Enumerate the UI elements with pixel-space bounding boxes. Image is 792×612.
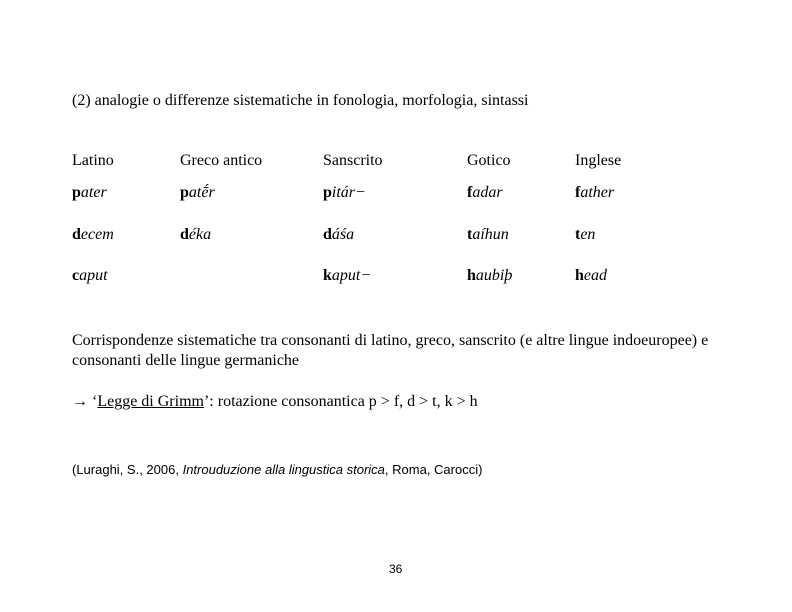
table-cell xyxy=(575,184,614,202)
table-cell xyxy=(323,184,366,202)
page-number: 36 xyxy=(389,562,403,576)
bibliographic-reference xyxy=(72,462,482,477)
table-cell xyxy=(575,267,607,285)
column-header-inglese: Inglese xyxy=(575,152,622,169)
column-header-gotico: Gotico xyxy=(467,152,511,169)
word-rest: ater xyxy=(80,184,107,201)
word-rest: en xyxy=(580,226,596,243)
initial-consonant: d xyxy=(180,226,189,243)
initial-consonant: t xyxy=(575,226,581,243)
word-rest: ead xyxy=(583,267,608,284)
table-cell xyxy=(72,226,114,244)
initial-consonant: c xyxy=(72,267,80,284)
word-rest: adar xyxy=(472,184,503,201)
table-cell xyxy=(467,184,503,202)
initial-consonant: f xyxy=(575,184,581,201)
initial-consonant: d xyxy=(323,226,332,243)
word-rest: atḗr xyxy=(188,184,215,201)
reference-publisher: , Roma, Carocci) xyxy=(384,462,483,477)
column-header-greco: Greco antico xyxy=(180,152,263,169)
table-cell xyxy=(72,184,107,202)
initial-consonant: k xyxy=(323,267,332,284)
initial-consonant: h xyxy=(467,267,476,284)
grimm-law-line xyxy=(72,393,478,411)
table-cell xyxy=(72,267,108,285)
reference-author: (Luraghi, S., 2006, xyxy=(72,462,183,477)
reference-title: Introuduzione alla lingustica storica xyxy=(182,462,385,477)
correspondence-paragraph: Corrispondenze sistematiche tra consonanti di latino, greco, sanscrito (e altre lingue indoeuropee) e consonanti delle lingue germaniche xyxy=(72,332,709,369)
grimm-law-term: Legge di Grimm xyxy=(97,393,204,410)
word-rest: aíhun xyxy=(472,226,509,243)
section-heading: (2) analogie o differenze sistematiche in fonologia, morfologia, sintassi xyxy=(72,92,529,109)
table-cell xyxy=(323,226,354,244)
word-rest: áśa xyxy=(331,226,355,243)
word-rest: éka xyxy=(188,226,212,243)
word-rest: itár− xyxy=(331,184,366,201)
column-header-latino: Latino xyxy=(72,152,114,169)
table-cell xyxy=(467,226,509,244)
initial-consonant: p xyxy=(72,184,81,201)
initial-consonant: h xyxy=(575,267,584,284)
table-cell xyxy=(180,226,211,244)
word-rest: aput− xyxy=(331,267,372,284)
column-header-sanscrito: Sanscrito xyxy=(323,152,383,169)
word-rest: ather xyxy=(580,184,615,201)
table-cell xyxy=(323,267,371,285)
initial-consonant: f xyxy=(467,184,473,201)
initial-consonant: p xyxy=(323,184,332,201)
grimm-law-description: ’: rotazione consonantica p > f, d > t, k > h xyxy=(203,393,478,410)
table-cell xyxy=(575,226,595,244)
initial-consonant: t xyxy=(467,226,473,243)
arrow-prefix: → ‘ xyxy=(72,393,98,410)
table-cell xyxy=(467,267,512,285)
initial-consonant: p xyxy=(180,184,189,201)
word-rest: ecem xyxy=(80,226,114,243)
word-rest: aubiþ xyxy=(475,267,513,284)
table-cell xyxy=(180,184,215,202)
word-rest: aput xyxy=(79,267,108,284)
initial-consonant: d xyxy=(72,226,81,243)
